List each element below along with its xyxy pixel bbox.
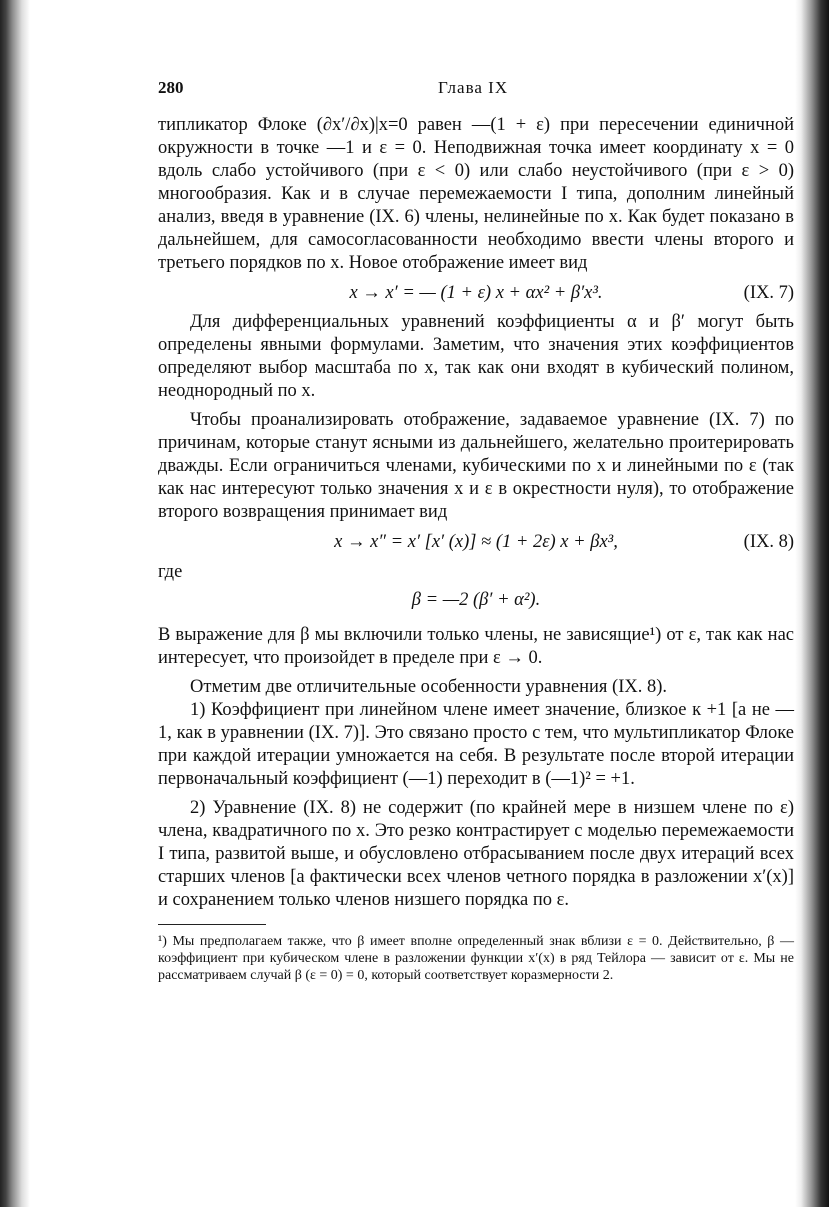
equation-beta <box>158 582 794 618</box>
chapter-title: Глава IX <box>438 78 509 97</box>
paragraph-5: Отметим две отличительные особенности уравнения (IX. 8). <box>190 677 667 697</box>
paragraph-7: 2) Уравнение (IX. 8) не содержит (по крайней мере в низшем члене по ε) члена, квадратичного по x. Это резко контрастирует с моделью перемежаемости I типа, развитой выше, и обусловлено отбрасыванием после двух итераций всех старших членов [а фактически всех членов четного порядка в разложении x′(x)] и сохранением только членов низшего порядка по ε. <box>158 798 794 910</box>
equation-ix8 <box>158 524 794 560</box>
equation-ix7-tag: (IX. 7) <box>743 283 794 303</box>
equation-ix7 <box>158 275 794 311</box>
equation-ix7-body: x → x′ = — (1 + ε) x + αx² + β′x³. <box>349 283 603 303</box>
equation-beta-body: β = —2 (β′ + α²). <box>411 590 541 610</box>
page-number: 280 <box>158 78 184 97</box>
paragraph-1: типликатор Флоке (∂x′/∂x)|x=0 равен —(1 + ε) при пересечении единичной окружности в точке —1 и ε = 0. Неподвижная точка имеет координату x = 0 вдоль слабо устойчивого (при ε < 0) или слабо неустойчивого (при ε > 0) многообразия. Как и в случае перемежаемости I типа, дополним линейный анализ, введя в уравнение (IX. 6) члены, нелинейные по x. Как будет показано в дальнейшем, для самосогласованности необходимо ввести члены второго и третьего порядков по x. Новое отображение имеет вид <box>158 115 794 273</box>
where-label: где <box>158 562 183 582</box>
equation-ix8-body: x → x″ = x′ [x′ (x)] ≈ (1 + 2ε) x + βx³, <box>334 532 618 552</box>
paragraph-6: 1) Коэффициент при линейном члене имеет значение, близкое к +1 [а не —1, как в уравнении (IX. 7)]. Это связано просто с тем, что мультипликатор Флоке при каждой итерации умножается на себя. В результате после второй итерации первоначальный коэффициент (—1) переходит в (—1)² = +1. <box>158 700 794 789</box>
book-page <box>158 72 794 984</box>
page-edge-shadow-right <box>795 0 829 1207</box>
paragraph-4: В выражение для β мы включили только члены, не зависящие¹) от ε, так как нас интересует, что произойдет в пределе при ε → 0. <box>158 625 794 668</box>
page-edge-shadow-left <box>0 0 30 1207</box>
paragraph-3: Чтобы проанализировать отображение, задаваемое уравнение (IX. 7) по причинам, которые станут ясными из дальнейшего, желательно проитерировать дважды. Если ограничиться членами, кубическими по x и линейными по ε (так как нас интересуют только значения x и ε в окрестности нуля), то отображение второго возвращения принимает вид <box>158 410 794 522</box>
running-head <box>158 72 794 102</box>
footnote: ¹) Мы предполагаем также, что β имеет вполне определенный знак вблизи ε = 0. Действительно, β — коэффициент при кубическом члене в разложении функции x′(x) в ряд Тейлора — зависит от ε. Мы не рассматриваем случай β (ε = 0) = 0, который соответствует коразмерности 2. <box>158 934 794 983</box>
paragraph-2: Для дифференциальных уравнений коэффициенты α и β′ могут быть определены явными формулами. Заметим, что значения этих коэффициентов определяют выбор масштаба по x, так как они входят в кубический полином, неоднородный по x. <box>158 312 794 401</box>
footnote-rule <box>158 924 266 925</box>
equation-ix8-tag: (IX. 8) <box>743 532 794 552</box>
